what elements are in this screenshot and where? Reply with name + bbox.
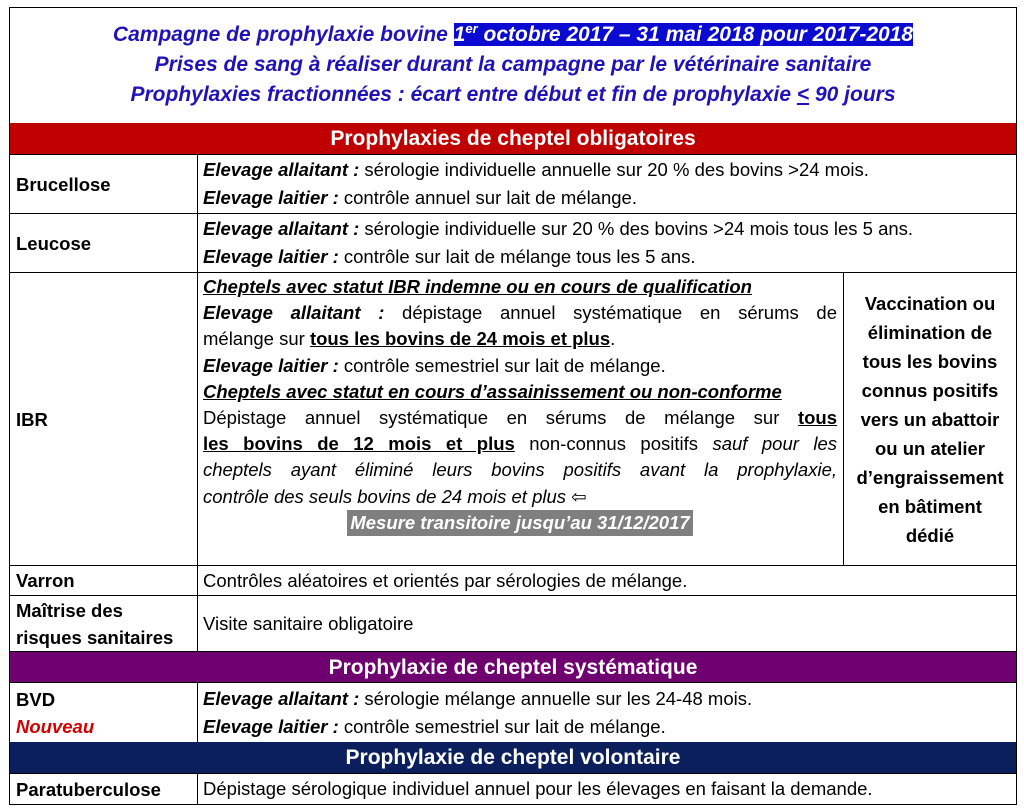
row-ibr bbox=[10, 272, 1016, 565]
content-bvd: Elevage allaitant : sérologie mélange annuelle sur les 24-48 mois. Elevage laitier : contrôle semestriel sur lait de mélange. bbox=[203, 687, 753, 737]
row-bvd bbox=[10, 682, 1016, 742]
header-line-3: Prophylaxies fractionnées : écart entre début et fin de prophylaxie < 90 jours bbox=[130, 83, 896, 106]
ibr-heading-indemne: Cheptels avec statut IBR indemne ou en cours de qualification bbox=[203, 276, 752, 297]
label-leucose: Leucose bbox=[10, 214, 198, 272]
content-ibr: Cheptels avec statut IBR indemne ou en cours de qualification Elevage allaitant : dépistage annuel systématique en sérums de mélange sur tous les bovins de 24 mois et plus. Elevage laitier : contrôle semestriel sur lait de mélange. Cheptels avec statut en cours d’assainissement ou non-conforme Dépistage annuel systématique en sérums de mélange sur tous les bovins de 12 mois et plus non-connus positifs sauf pour les cheptels ayant éliminé leurs bovins positifs avant la prophylaxie, contrôle des seuls bovins de 24 mois et plus ⇦ Mesure transitoire jusqu’au 31/12/2017 bbox=[198, 273, 844, 565]
row-brucellose bbox=[10, 154, 1016, 213]
header-line-1: Campagne de prophylaxie bovine 1er octobre 2017 – 31 mai 2018 pour 2017-2018 bbox=[112, 21, 914, 46]
header-line-2: Prises de sang à réaliser durant la campagne par le vétérinaire sanitaire bbox=[154, 53, 872, 76]
content-brucellose: Elevage allaitant : sérologie individuelle annuelle sur 20 % des bovins >24 mois. Elevage laitier : contrôle annuel sur lait de mélange. bbox=[203, 159, 869, 208]
row-paratuberculose bbox=[10, 773, 1016, 804]
label-varron: Varron bbox=[10, 566, 198, 595]
label-brucellose: Brucellose bbox=[10, 155, 198, 213]
content-maitrise-risques: Visite sanitaire obligatoire bbox=[203, 612, 414, 634]
ibr-vaccination-note: Vaccination ou élimination de tous les bovins connus positifs vers un abattoir ou un atelier d’engraissement en bâtiment dédié bbox=[856, 292, 1004, 546]
new-badge: Nouveau bbox=[16, 715, 95, 737]
page-header bbox=[10, 8, 1016, 123]
content-varron: Contrôles aléatoires et orientés par sérologies de mélange. bbox=[203, 569, 688, 591]
prophylaxis-table bbox=[9, 7, 1017, 805]
label-paratuberculose: Paratuberculose bbox=[10, 774, 198, 804]
ibr-heading-assainissement: Cheptels avec statut en cours d’assainissement ou non-conforme bbox=[203, 380, 782, 402]
row-leucose bbox=[10, 213, 1016, 272]
row-maitrise-risques bbox=[10, 595, 1016, 651]
row-varron bbox=[10, 565, 1016, 595]
section-volontaire: Prophylaxie de cheptel volontaire bbox=[10, 742, 1016, 773]
transitional-measure-badge: Mesure transitoire jusqu’au 31/12/2017 bbox=[347, 510, 692, 536]
campaign-dates: 1er octobre 2017 – 31 mai 2018 pour 2017-2018 bbox=[453, 21, 914, 46]
label-bvd: BVD Nouveau bbox=[10, 683, 198, 742]
label-maitrise-risques: Maîtrise des risques sanitaires bbox=[10, 596, 198, 651]
label-ibr: IBR bbox=[10, 273, 198, 565]
content-leucose: Elevage allaitant : sérologie individuelle sur 20 % des bovins >24 mois tous les 5 ans. Elevage laitier : contrôle sur lait de mélange tous les 5 ans. bbox=[203, 218, 914, 267]
content-paratuberculose: Dépistage sérologique individuel annuel pour les élevages en faisant la demande. bbox=[203, 778, 873, 799]
arrow-left-icon: ⇦ bbox=[571, 485, 587, 507]
section-obligatoires: Prophylaxies de cheptel obligatoires bbox=[10, 123, 1016, 154]
section-systematique: Prophylaxie de cheptel systématique bbox=[10, 651, 1016, 682]
